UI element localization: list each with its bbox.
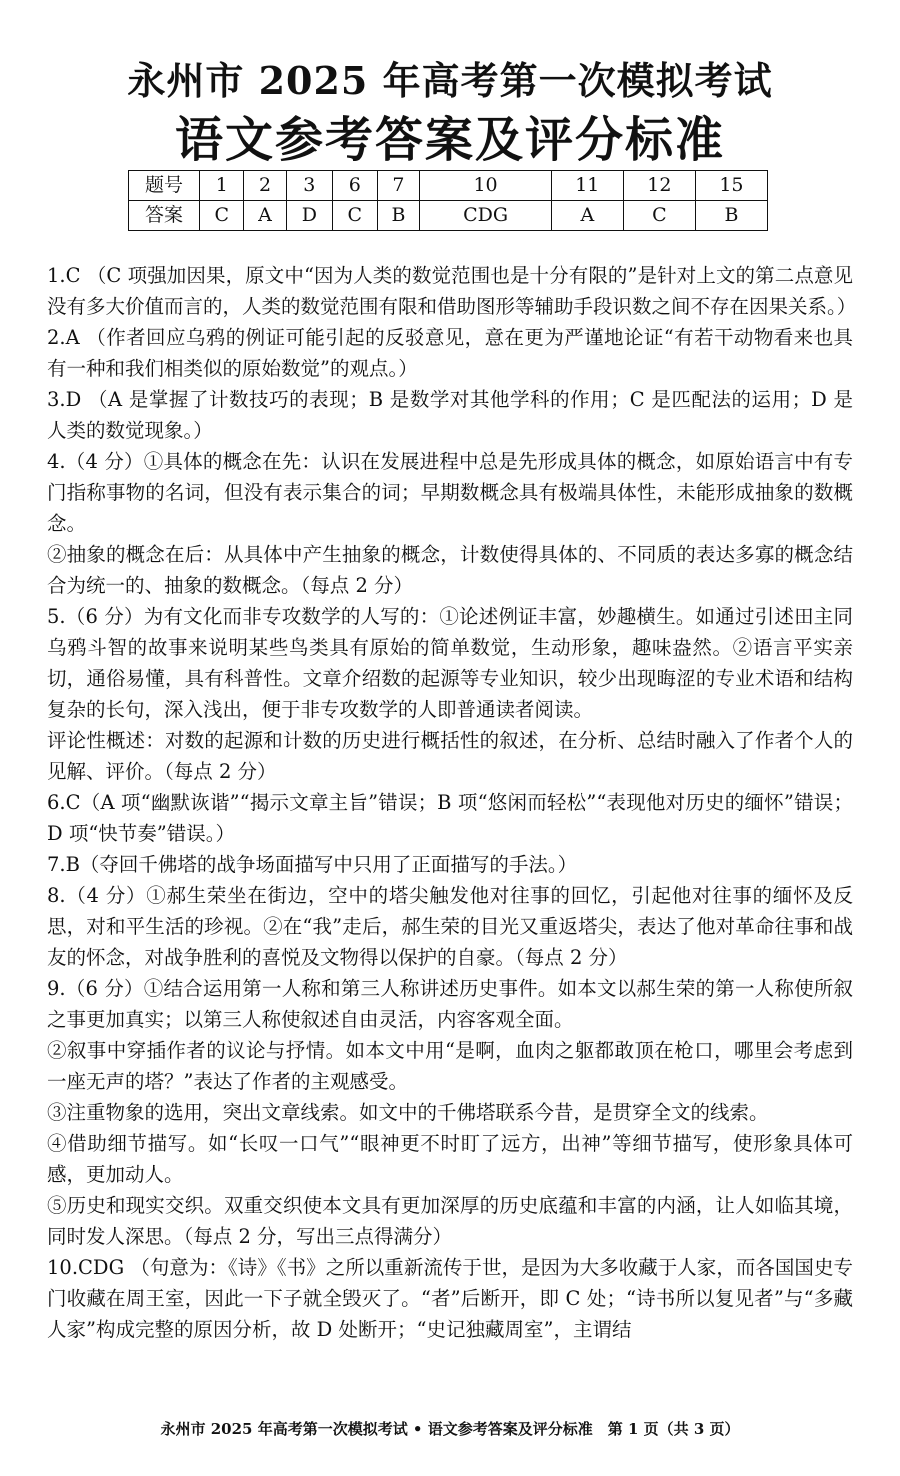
answer-table: [128, 170, 768, 231]
explanation-q4-point2: ②抽象的概念在后：从具体中产生抽象的概念，计数使得具体的、不同质的表达多寡的概念结合为统一的、抽象的数概念。（每点 2 分）: [47, 543, 853, 597]
answer-cell: A: [551, 201, 623, 231]
explanation-q1: 1.C （C 项强加因果，原文中“因为人类的数觉范围也是十分有限的”是针对上文的第二点意见没有多大价值而言的，人类的数觉范围有限和借助图形等辅助手段识数之间不存在因果关系。）: [47, 264, 857, 318]
question-number-cell: 2: [244, 171, 286, 201]
question-number-row: [129, 171, 768, 201]
explanation-q5-point2: 评论性概述：对数的起源和计数的历史进行概括性的叙述，在分析、总结时融入了作者个人的见解、评价。（每点 2 分）: [47, 729, 853, 783]
question-number-cell: 10: [420, 171, 551, 201]
explanation-q4-point1: 4.（4 分）①具体的概念在先：认识在发展进程中总是先形成具体的概念，如原始语言中有专门指称事物的名词，但没有表示集合的词；早期数概念具有极端具体性，未能形成抽象的数概念。: [47, 450, 853, 535]
row-label-question-number: 题号: [129, 171, 200, 201]
question-number-cell: 11: [551, 171, 623, 201]
explanation-q9-point3: ③注重物象的选用，突出文章线索。如文中的千佛塔联系今昔，是贯穿全文的线索。: [47, 1101, 769, 1124]
answer-cell: B: [695, 201, 767, 231]
question-number-cell: 12: [623, 171, 695, 201]
explanation-q9-point2: ②叙事中穿插作者的议论与抒情。如本文中用“是啊，血肉之躯都敢顶在枪口，哪里会考虑到一座无声的塔？”表达了作者的主观感受。: [47, 1039, 853, 1093]
exam-title: 永州市 2025 年高考第一次模拟考试: [127, 58, 773, 103]
explanation-q9-point1: 9.（6 分）①结合运用第一人称和第三人称讲述历史事件。如本文以郝生荣的第一人称使所叙之事更加真实；以第三人称使叙述自由灵活，内容客观全面。: [47, 977, 853, 1031]
answer-cell: C: [333, 201, 377, 231]
row-label-answer: 答案: [129, 201, 200, 231]
question-number-cell: 7: [377, 171, 420, 201]
explanation-q10: 10.CDG （句意为：《诗》《书》之所以重新流传于世，是因为大多收藏于人家，而各国国史专门收藏在周王室，因此一下子就全毁灭了。“者”后断开，即 C 处；“诗书所以复见者”与“多藏人家”构成完整的原因分析，故 D 处断开；“史记独藏周室”，主谓结: [47, 1256, 853, 1341]
explanation-q6: 6.C（A 项“幽默诙谐”“揭示文章主旨”错误；B 项“悠闲而轻松”“表现他对历史的缅怀”错误；D 项“快节奏”错误。）: [47, 791, 853, 845]
answer-cell: CDG: [420, 201, 551, 231]
answer-cell: C: [200, 201, 244, 231]
question-number-cell: 3: [286, 171, 332, 201]
explanation-q9-point5: ⑤历史和现实交织。双重交织使本文具有更加深厚的历史底蕴和丰富的内涵，让人如临其境，同时发人深思。（每点 2 分，写出三点得满分）: [47, 1194, 853, 1248]
explanation-q2: 2.A （作者回应乌鸦的例证可能引起的反驳意见，意在更为严谨地论证“有若干动物看来也具有一种和我们相类似的原始数觉”的观点。）: [47, 326, 853, 380]
explanation-q7: 7.B（夺回千佛塔的战争场面描写中只用了正面描写的手法。）: [47, 853, 578, 876]
explanation-q5-point1: 5.（6 分）为有文化而非专攻数学的人写的：①论述例证丰富，妙趣横生。如通过引述田主同乌鸦斗智的故事来说明某些鸟类具有原始的简单数觉，生动形象，趣味盎然。②语言平实亲切，通俗易懂，具有科普性。文章介绍数的起源等专业知识，较少出现晦涩的专业术语和结构复杂的长句，深入浅出，便于非专攻数学的人即普通读者阅读。: [47, 605, 853, 721]
answer-cell: B: [377, 201, 420, 231]
question-number-cell: 6: [333, 171, 377, 201]
document-subtitle: 语文参考答案及评分标准: [174, 112, 725, 168]
explanation-q3: 3.D （A 是掌握了计数技巧的表现；B 是数学对其他学科的作用；C 是匹配法的运用；D 是人类的数觉现象。）: [47, 388, 853, 442]
question-number-cell: 15: [695, 171, 767, 201]
answer-explanations: [47, 260, 857, 1345]
page-footer: 永州市 2025 年高考第一次模拟考试 • 语文参考答案及评分标准 第 1 页（共 3 页）: [160, 1420, 740, 1438]
answer-cell: D: [286, 201, 332, 231]
explanation-q9-point4: ④借助细节描写。如“长叹一口气”“眼神更不时盯了远方，出神”等细节描写，使形象具体可感，更加动人。: [47, 1132, 853, 1186]
question-number-cell: 1: [200, 171, 244, 201]
answer-row: [129, 201, 768, 231]
answer-cell: A: [244, 201, 286, 231]
answer-cell: C: [623, 201, 695, 231]
explanation-q8: 8.（4 分）①郝生荣坐在街边，空中的塔尖触发他对往事的回忆，引起他对往事的缅怀及反思，对和平生活的珍视。②在“我”走后，郝生荣的目光又重返塔尖，表达了他对革命往事和战友的怀念，对战争胜利的喜悦及文物得以保护的自豪。（每点 2 分）: [47, 884, 853, 969]
